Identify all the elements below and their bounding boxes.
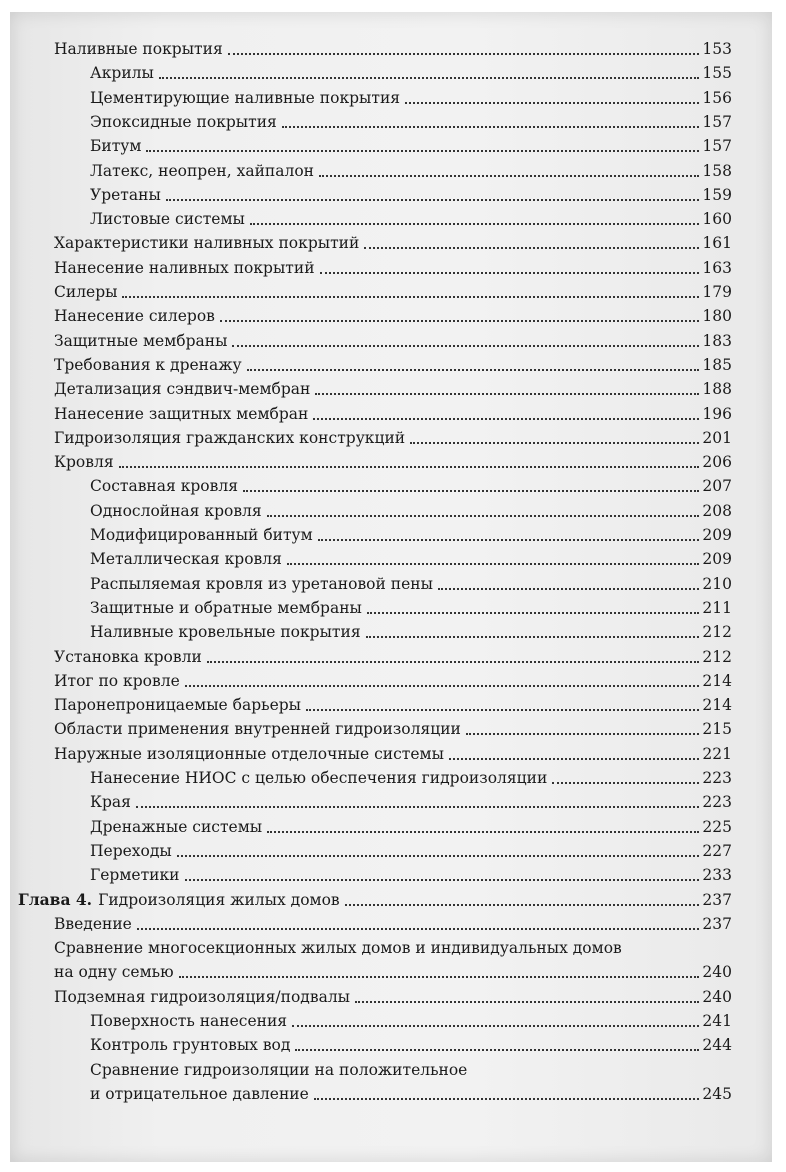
toc-entry-page-number: 185 bbox=[702, 355, 732, 374]
toc-entry-page-number: 241 bbox=[702, 1012, 732, 1030]
toc-entry-title: Наливные покрытия bbox=[54, 40, 223, 58]
toc-entry-title: Наружные изоляционные отделочные системы bbox=[54, 744, 444, 763]
dot-leader bbox=[345, 904, 700, 906]
dot-leader bbox=[319, 175, 699, 177]
toc-entry-title-line: Сравнение гидроизоляции на положительное bbox=[90, 1060, 468, 1079]
dot-leader bbox=[466, 733, 700, 735]
toc-entry-page-number: 158 bbox=[702, 161, 732, 180]
toc-entry-title: Введение bbox=[54, 914, 132, 933]
toc-entry-page-number: 196 bbox=[702, 404, 732, 423]
dot-leader bbox=[185, 685, 700, 687]
toc-entry-title: Установка кровли bbox=[54, 647, 202, 666]
dot-leader bbox=[410, 442, 699, 444]
toc-entry-title: Требования к дренажу bbox=[54, 355, 242, 374]
dot-leader bbox=[449, 758, 699, 760]
toc-entry-title: Области применения внутренней гидроизоляции bbox=[54, 720, 461, 739]
toc-entry-title: Поверхность нанесения bbox=[90, 1012, 288, 1030]
toc-entry-page-number: 237 bbox=[702, 914, 732, 933]
toc-entry-title: Уретаны bbox=[90, 185, 161, 204]
toc-entry-page-number: 179 bbox=[702, 283, 732, 301]
toc-entry-title: Эпоксидные покрытия bbox=[90, 112, 277, 131]
toc-entry-title: Нанесение НИОС с целью обеспечения гидроизоляции bbox=[90, 769, 548, 787]
dot-leader bbox=[282, 126, 700, 128]
toc-entry-page-number: 211 bbox=[702, 598, 732, 617]
toc-entry-title: Битум bbox=[90, 137, 142, 156]
toc-entry-title: Переходы bbox=[90, 841, 172, 860]
toc-entry-page-number: 209 bbox=[702, 526, 732, 544]
toc-entry-title: и отрицательное давление bbox=[90, 1084, 309, 1103]
toc-entry-page-number: 163 bbox=[702, 258, 732, 277]
toc-entry-page-number: 160 bbox=[702, 210, 732, 229]
dot-leader bbox=[177, 855, 700, 857]
dot-leader bbox=[207, 661, 700, 663]
dot-leader bbox=[364, 247, 699, 249]
toc-entry-title: Характеристики наливных покрытий bbox=[54, 234, 360, 253]
toc-entry-title: Составная кровля bbox=[90, 477, 238, 496]
dot-leader bbox=[313, 418, 699, 420]
dot-leader bbox=[137, 928, 700, 930]
toc-entry-page-number: 227 bbox=[702, 841, 732, 860]
toc-entry-page-number: 215 bbox=[702, 720, 732, 739]
toc-entry-page-number: 214 bbox=[702, 671, 732, 690]
toc-entry-title: Герметики bbox=[90, 866, 180, 885]
toc-entry-title: Цементирующие наливные покрытия bbox=[90, 88, 401, 107]
toc-entry-page-number: 240 bbox=[702, 963, 732, 982]
dot-leader bbox=[318, 539, 700, 541]
toc-entry-page-number: 209 bbox=[702, 550, 732, 569]
toc-entry-page-number: 237 bbox=[702, 890, 732, 909]
chapter-label: Глава 4. bbox=[18, 889, 93, 909]
dot-leader bbox=[243, 490, 699, 492]
toc-entry-title: Защитные и обратные мембраны bbox=[90, 598, 362, 617]
toc-entry-title: Кровля bbox=[54, 453, 114, 472]
toc-entry-title: Нанесение силеров bbox=[54, 307, 215, 326]
toc-entry-page-number: 159 bbox=[702, 185, 732, 204]
dot-leader bbox=[355, 1001, 699, 1003]
dot-leader bbox=[438, 588, 699, 590]
dot-leader bbox=[405, 102, 699, 104]
toc-entry-page-number: 212 bbox=[702, 647, 732, 666]
toc-entry-page-number: 214 bbox=[702, 696, 732, 715]
dot-leader bbox=[267, 515, 700, 517]
dot-leader bbox=[146, 150, 699, 152]
toc-entry-page-number: 153 bbox=[702, 40, 732, 58]
toc-entry-title: Гидроизоляция гражданских конструкций bbox=[54, 428, 406, 447]
dot-leader bbox=[228, 53, 700, 55]
toc-entry-page-number: 155 bbox=[702, 64, 732, 83]
toc-entry-page-number: 180 bbox=[702, 307, 732, 326]
dot-leader bbox=[179, 976, 700, 978]
toc-entry-page-number: 245 bbox=[702, 1084, 732, 1103]
toc-entry-title: Латекс, неопрен, хайпалон bbox=[90, 161, 314, 180]
toc-entry-title: Защитные мембраны bbox=[54, 331, 228, 350]
toc-entry-page-number: 212 bbox=[702, 623, 732, 642]
dot-leader bbox=[250, 223, 700, 225]
toc-entry-page-number: 244 bbox=[702, 1036, 732, 1055]
toc-entry-title: Гидроизоляция жилых домов bbox=[98, 890, 340, 909]
toc-entry-page-number: 221 bbox=[702, 744, 732, 763]
toc-entry-page-number: 240 bbox=[702, 987, 732, 1006]
dot-leader bbox=[292, 1025, 699, 1027]
dot-leader bbox=[287, 563, 699, 565]
dot-leader bbox=[320, 272, 700, 274]
toc-entry-page-number: 206 bbox=[702, 453, 732, 472]
toc-entry-page-number: 223 bbox=[702, 793, 732, 812]
toc-entry-title: Силеры bbox=[54, 283, 118, 301]
toc-entry-page-number: 201 bbox=[702, 428, 732, 447]
toc-entry-title: Наливные кровельные покрытия bbox=[90, 623, 361, 642]
toc-entry-page-number: 207 bbox=[702, 477, 732, 496]
dot-leader bbox=[185, 879, 700, 881]
toc-entry-title: Подземная гидроизоляция/подвалы bbox=[54, 987, 350, 1006]
toc-entry-page-number: 208 bbox=[702, 501, 732, 520]
toc-entry-page-number: 183 bbox=[702, 331, 732, 350]
toc-entry-page-number: 161 bbox=[702, 234, 732, 253]
dot-leader bbox=[367, 612, 700, 614]
toc-entry-title-line: Сравнение многосекционных жилых домов и индивидуальных домов bbox=[54, 939, 622, 958]
toc-entry-title: на одну семью bbox=[54, 963, 174, 982]
dot-leader bbox=[267, 831, 699, 833]
toc-entry-page-number: 233 bbox=[702, 866, 732, 885]
toc-entry-title: Распыляемая кровля из уретановой пены bbox=[90, 574, 433, 593]
dot-leader bbox=[220, 320, 700, 322]
toc-entry-title: Итог по кровле bbox=[54, 671, 180, 690]
dot-leader bbox=[552, 782, 699, 784]
toc-entry-page-number: 188 bbox=[702, 380, 732, 399]
dot-leader bbox=[315, 393, 699, 395]
toc-entry-title: Детализация сэндвич-мембран bbox=[54, 380, 311, 399]
toc-entry-title: Паронепроницаемые барьеры bbox=[54, 696, 302, 715]
toc-entry-title: Акрилы bbox=[90, 64, 154, 83]
toc-entry-page-number: 157 bbox=[702, 137, 732, 156]
dot-leader bbox=[166, 199, 700, 201]
dot-leader bbox=[306, 709, 699, 711]
toc-entry-title: Нанесение защитных мембран bbox=[54, 404, 309, 423]
dot-leader bbox=[314, 1098, 700, 1100]
toc-entry-page-number: 210 bbox=[702, 574, 732, 593]
toc-entry-title: Однослойная кровля bbox=[90, 501, 262, 520]
dot-leader bbox=[232, 345, 699, 347]
dot-leader bbox=[295, 1049, 699, 1051]
toc-entry-title: Дренажные системы bbox=[90, 817, 263, 836]
toc-entry-page-number: 223 bbox=[702, 769, 732, 787]
toc-entry-page-number: 157 bbox=[702, 112, 732, 131]
dot-leader bbox=[159, 77, 700, 79]
dot-leader bbox=[366, 636, 700, 638]
toc-entry-page-number: 156 bbox=[702, 88, 732, 107]
toc-entry-page-number: 225 bbox=[702, 817, 732, 836]
dot-leader bbox=[122, 296, 699, 298]
toc-entry-title: Нанесение наливных покрытий bbox=[54, 258, 315, 277]
toc-entry-title: Листовые системы bbox=[90, 210, 245, 229]
toc-entry-title: Контроль грунтовых вод bbox=[90, 1036, 291, 1055]
dot-leader bbox=[136, 806, 699, 808]
toc-entry-title: Края bbox=[90, 793, 131, 812]
toc-entry-title: Модифицированный битум bbox=[90, 526, 313, 544]
dot-leader bbox=[247, 369, 700, 371]
dot-leader bbox=[119, 466, 700, 468]
toc-entry-title: Металлическая кровля bbox=[90, 550, 282, 569]
